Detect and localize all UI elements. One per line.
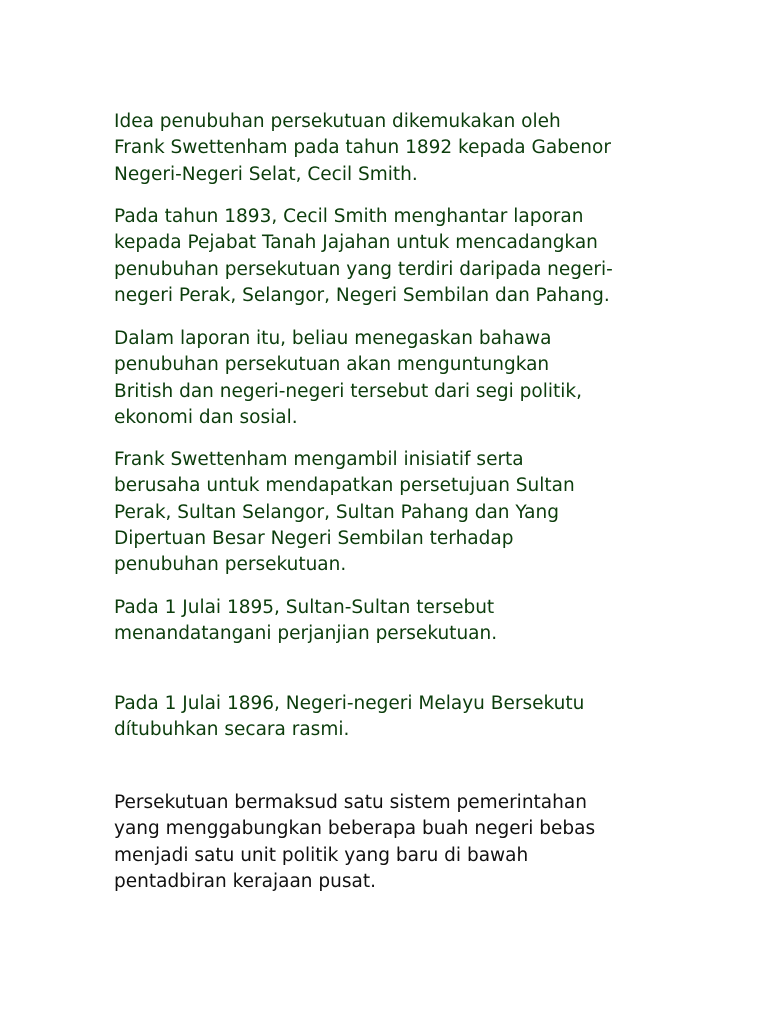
paragraph-report-benefits: Dalam laporan itu, beliau menegaskan bahawa penubuhan persekutuan akan menguntungkan British dan negeri-negeri tersebut dari segi politik, ekonomi dan sosial. (114, 328, 582, 428)
paragraph-formation-1896: Pada 1 Julai 1896, Negeri-negeri Melayu Bersekutu dítubuhkan secara rasmi. (114, 693, 585, 741)
paragraph-proposal: Idea penubuhan persekutuan dikemukakan oleh Frank Swettenham pada tahun 1892 kepada Gabenor Negeri-Negeri Selat, Cecil Smith. (114, 111, 611, 185)
paragraph-treaty-1895: Pada 1 Julai 1895, Sultan-Sultan tersebut menandatangani perjanjian persekutuan. (114, 597, 498, 645)
paragraph-swettenham-initiative: Frank Swettenham mengambil inisiatif serta berusaha untuk mendapatkan persetujuan Sultan Perak, Sultan Selangor, Sultan Pahang dan Yang Dipertuan Besar Negeri Sembilan terhadap penubuhan persekutuan. (114, 449, 575, 576)
paragraph-report-1893: Pada tahun 1893, Cecil Smith menghantar laporan kepada Pejabat Tanah Jajahan untuk mencadangkan penubuhan persekutuan yang terdiri daripada negeri- negeri Perak, Selangor, Negeri Sembilan dan Pahang. (114, 206, 613, 306)
paragraph-definition: Persekutuan bermaksud satu sistem pemerintahan yang menggabungkan beberapa buah negeri bebas menjadi satu unit politik yang baru di bawah pentadbiran kerajaan pusat. (114, 792, 596, 892)
